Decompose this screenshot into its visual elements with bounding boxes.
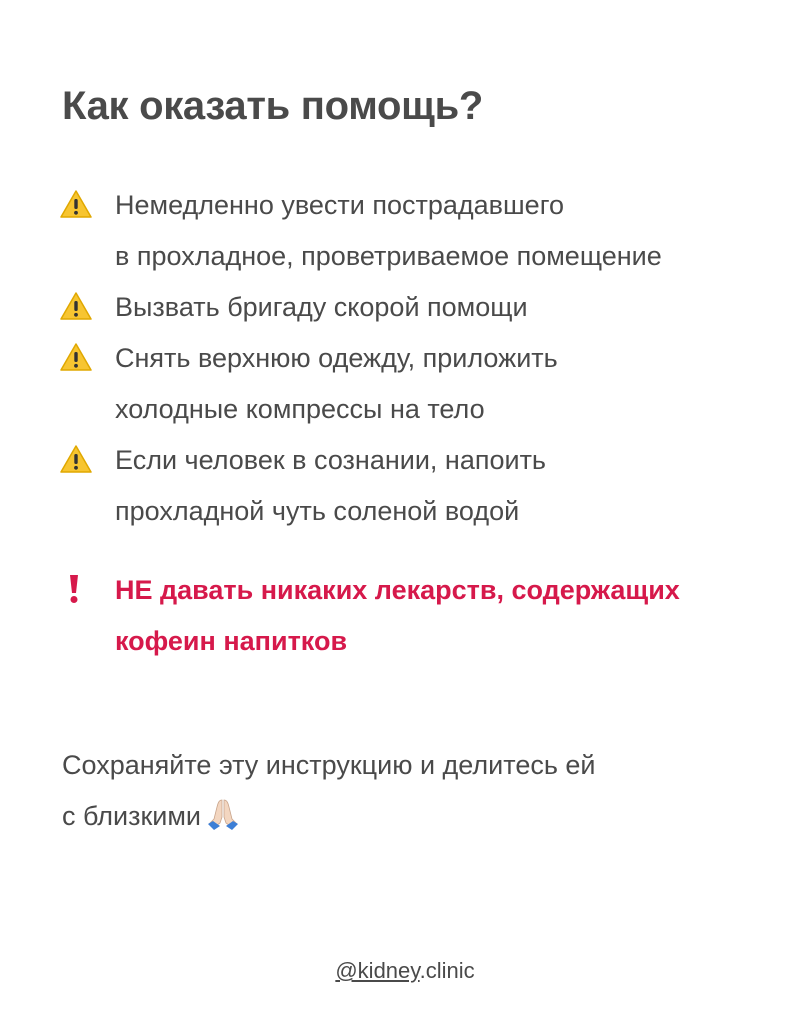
warning-text-line: НЕ давать никаких лекарств, содержащих [115, 575, 680, 605]
footer-note [62, 740, 596, 842]
step-text-line: Снять верхнюю одежду, приложить [115, 343, 558, 373]
step-text-line: Вызвать бригаду скорой помощи [115, 292, 528, 322]
list-item [0, 282, 810, 333]
praying-hands-icon [205, 797, 241, 831]
warning-icon [60, 343, 92, 371]
step-text-line: холодные компрессы на тело [115, 394, 485, 424]
exclamation-icon [68, 574, 80, 604]
steps-list [0, 180, 810, 537]
handle-username: @kidney [335, 958, 420, 983]
warning-note [0, 565, 810, 667]
page-title: Как оказать помощь? [62, 84, 483, 128]
list-item [0, 435, 810, 537]
warning-icon [60, 445, 92, 473]
warning-icon [60, 190, 92, 218]
footer-note-line: Сохраняйте эту инструкцию и делитесь ей [62, 750, 596, 780]
handle-domain: .clinic [419, 958, 475, 983]
warning-icon [60, 292, 92, 320]
instagram-handle[interactable] [0, 958, 810, 984]
step-text-line: прохладной чуть соленой водой [115, 496, 520, 526]
footer-note-text: с близкими [62, 801, 202, 831]
list-item [0, 180, 810, 282]
footer-note-line-2 [62, 791, 596, 842]
step-text-line: в прохладное, проветриваемое помещение [115, 241, 662, 271]
list-item [0, 333, 810, 435]
warning-text-line: кофеин напитков [115, 626, 348, 656]
step-text-line: Немедленно увести пострадавшего [115, 190, 564, 220]
step-text-line: Если человек в сознании, напоить [115, 445, 546, 475]
